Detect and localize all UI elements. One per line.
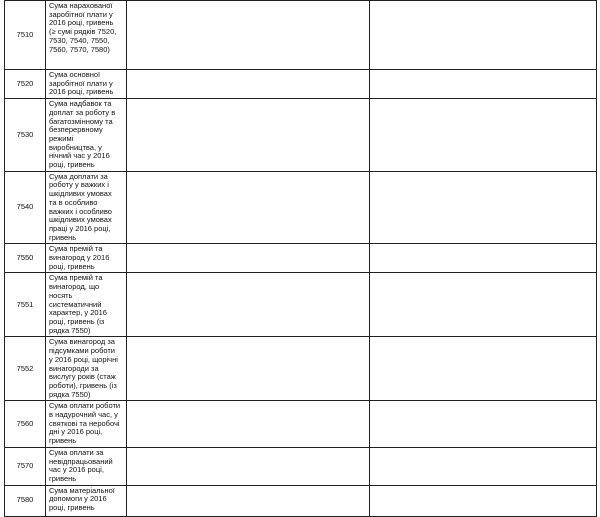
table-row xyxy=(5,171,597,244)
value-cell[interactable] xyxy=(127,485,370,516)
row-code: 7510 xyxy=(5,1,46,70)
value-cell[interactable] xyxy=(370,273,597,337)
row-description: Сума надбавок та доплат за роботу в багатозмінному та безперервному режимі виробництва, у нічний час у 2016 році, гривень xyxy=(46,99,127,172)
row-code: 7552 xyxy=(5,337,46,401)
value-cell[interactable] xyxy=(370,70,597,99)
table-row xyxy=(5,401,597,448)
row-code: 7540 xyxy=(5,171,46,244)
row-code: 7530 xyxy=(5,99,46,172)
value-cell[interactable] xyxy=(370,1,597,70)
table-row xyxy=(5,70,597,99)
row-code: 7520 xyxy=(5,70,46,99)
row-description: Сума основної заробітної плати у 2016 році, гривень xyxy=(46,70,127,99)
value-cell[interactable] xyxy=(370,99,597,172)
row-code: 7550 xyxy=(5,244,46,273)
row-code: 7560 xyxy=(5,401,46,448)
row-description: Сума оплати роботи в надурочний час, у святкові та неробочі дні у 2016 році, гривень xyxy=(46,401,127,448)
value-cell[interactable] xyxy=(127,244,370,273)
row-description: Сума нарахованої заробітної плати у 2016 році, гривень (≥ сумі рядків 7520, 7530, 7540, 7550, 7560, 7570, 7580) xyxy=(46,1,127,70)
value-cell[interactable] xyxy=(127,401,370,448)
value-cell[interactable] xyxy=(127,273,370,337)
table-row xyxy=(5,447,597,485)
value-cell[interactable] xyxy=(370,171,597,244)
table-row xyxy=(5,485,597,516)
value-cell[interactable] xyxy=(370,337,597,401)
form-sheet xyxy=(4,0,594,513)
value-cell[interactable] xyxy=(127,1,370,70)
row-description: Сума винагород за підсумками роботи у 2016 році, щорічні винагороди за вислугу років (стаж роботи), гривень (із рядка 7550) xyxy=(46,337,127,401)
row-code: 7551 xyxy=(5,273,46,337)
value-cell[interactable] xyxy=(370,485,597,516)
value-cell[interactable] xyxy=(127,99,370,172)
value-cell[interactable] xyxy=(127,70,370,99)
row-description: Сума матеріальної допомоги у 2016 році, гривень xyxy=(46,485,127,516)
value-cell[interactable] xyxy=(127,171,370,244)
value-cell[interactable] xyxy=(127,447,370,485)
value-cell[interactable] xyxy=(370,244,597,273)
salary-form-table xyxy=(4,0,597,517)
value-cell[interactable] xyxy=(127,337,370,401)
row-code: 7570 xyxy=(5,447,46,485)
row-code: 7580 xyxy=(5,485,46,516)
row-description: Сума оплати за невідпрацьований час у 2016 році, гривень xyxy=(46,447,127,485)
table-row xyxy=(5,273,597,337)
value-cell[interactable] xyxy=(370,447,597,485)
table-row xyxy=(5,99,597,172)
row-description: Сума премій та винагород у 2016 році, гривень xyxy=(46,244,127,273)
row-description: Сума доплати за роботу у важких і шкідливих умовах та в особливо важких і особливо шкідливих умовах праці у 2016 році, гривень xyxy=(46,171,127,244)
row-description: Сума премій та винагород, що носять систематичний характер, у 2016 році, гривень (із рядка 7550) xyxy=(46,273,127,337)
table-row xyxy=(5,244,597,273)
table-row xyxy=(5,1,597,70)
value-cell[interactable] xyxy=(370,401,597,448)
table-row xyxy=(5,337,597,401)
